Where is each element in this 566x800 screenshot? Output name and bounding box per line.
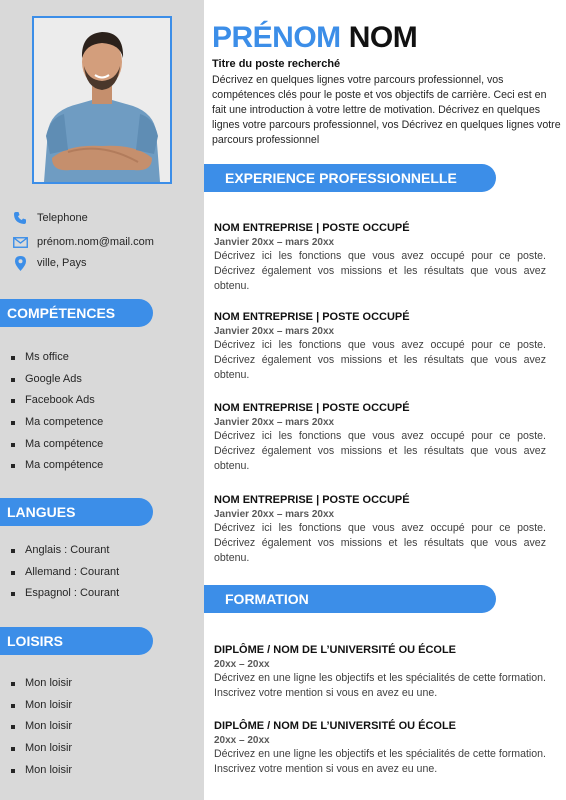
entry-dates: 20xx – 20xx [214,735,270,746]
experience-entry [214,401,546,474]
list-item: Mon loisir [11,716,72,738]
list-item: Ms office [11,347,103,369]
sidebar [0,0,204,800]
entry-dates: Janvier 20xx – mars 20xx [214,509,335,520]
experience-entry [214,493,546,566]
formation-entry [214,719,546,777]
phone-icon [12,211,28,225]
competences-heading: COMPÉTENCES [0,299,153,327]
email-text: prénom.nom@mail.com [37,236,154,248]
entry-dates: Janvier 20xx – mars 20xx [214,326,335,337]
entry-title: NOM ENTREPRISE | POSTE OCCUPÉ [214,494,410,506]
contact-phone [12,211,88,225]
list-item: Mon loisir [11,673,72,695]
list-item: Ma competence [11,412,103,434]
entry-title: NOM ENTREPRISE | POSTE OCCUPÉ [214,402,410,414]
contact-email [12,235,154,249]
entry-title: DIPLÔME / NOM DE L’UNIVERSITÉ OU ÉCOLE [214,720,457,732]
list-item: Ma compétence [11,434,103,456]
loisirs-heading: LOISIRS [0,627,153,655]
experience-heading: EXPERIENCE PROFESSIONNELLE [204,164,496,192]
list-item: Ma compétence [11,455,103,477]
entry-description: Décrivez en une ligne les objectifs et les spécialités de cette formation. Inscrivez votre mention si vous en avez eu une. [214,748,546,775]
list-item: Allemand : Courant [11,562,119,584]
profile-photo [32,16,172,184]
entry-title: NOM ENTREPRISE | POSTE OCCUPÉ [214,311,410,323]
contact-location [12,256,87,270]
langues-heading: LANGUES [0,498,153,526]
intro-paragraph: Décrivez en quelques lignes votre parcours professionnel, vos compétences clés pour le poste et vos objectifs de carrière. Ceci est en fait une introduction à votre lettre de motivation. Décrivez en quelques lignes votre parcours professionnel, vos Décrivez en quelques lignes votre parcours professionnel [212,74,561,146]
entry-description: Décrivez ici les fonctions que vous avez occupé pour ce poste. Décrivez également vos missions et les résultats que vous avez obtenu. [214,522,546,564]
list-item: Anglais : Courant [11,540,119,562]
formation-heading: FORMATION [204,585,496,613]
list-item: Mon loisir [11,738,72,760]
entry-description: Décrivez en une ligne les objectifs et les spécialités de cette formation. Inscrivez votre mention si vous en avez eu une. [214,672,546,699]
langues-list [11,540,119,605]
phone-text: Telephone [37,212,88,224]
formation-entry [214,643,546,701]
entry-dates: 20xx – 20xx [214,659,270,670]
experience-entry [214,221,546,294]
loisirs-list [11,673,72,781]
location-text: ville, Pays [37,257,87,269]
list-item: Mon loisir [11,760,72,782]
entry-description: Décrivez ici les fonctions que vous avez occupé pour ce poste. Décrivez également vos missions et les résultats que vous avez obtenu. [214,339,546,381]
map-pin-icon [12,256,28,270]
list-item: Mon loisir [11,695,72,717]
entry-description: Décrivez ici les fonctions que vous avez occupé pour ce poste. Décrivez également vos missions et les résultats que vous avez obtenu. [214,250,546,292]
envelope-icon [12,235,28,249]
job-title: Titre du poste recherché [212,58,341,70]
entry-dates: Janvier 20xx – mars 20xx [214,417,335,428]
experience-entry [214,310,546,383]
list-item: Facebook Ads [11,390,103,412]
competences-list [11,347,103,477]
entry-title: NOM ENTREPRISE | POSTE OCCUPÉ [214,222,410,234]
entry-dates: Janvier 20xx – mars 20xx [214,237,335,248]
first-name: PRÉNOM [212,21,341,54]
person-portrait-illustration [34,18,170,182]
last-name: NOM [348,21,418,54]
list-item: Espagnol : Courant [11,583,119,605]
entry-title: DIPLÔME / NOM DE L’UNIVERSITÉ OU ÉCOLE [214,644,457,656]
full-name [212,18,417,58]
entry-description: Décrivez ici les fonctions que vous avez occupé pour ce poste. Décrivez également vos missions et les résultats que vous avez obtenu. [214,430,546,472]
list-item: Google Ads [11,369,103,391]
